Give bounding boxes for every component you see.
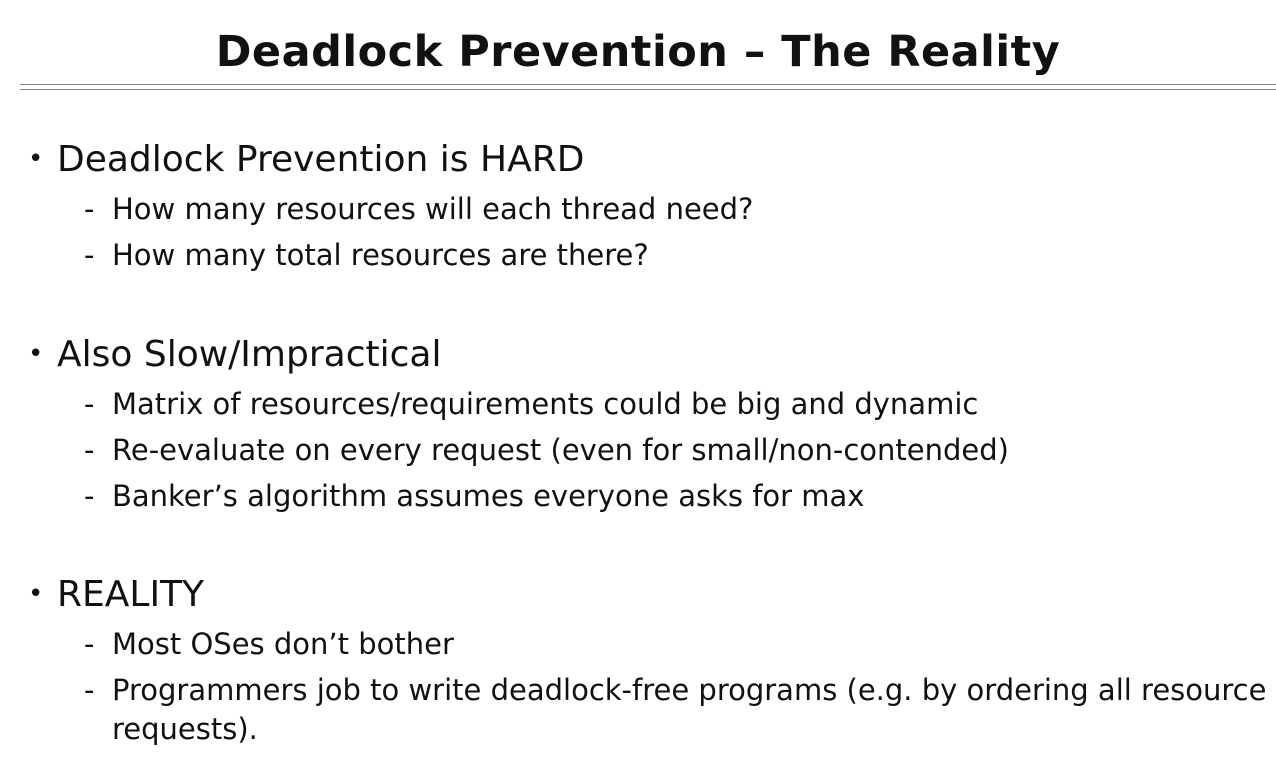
bullet-reality <box>28 572 204 617</box>
bullet-point-icon: • <box>28 339 44 369</box>
dash-icon: - <box>84 673 95 707</box>
sub-item <box>84 190 1276 229</box>
slide-title: Deadlock Prevention – The Reality <box>215 27 1061 77</box>
sub-item <box>84 385 1276 424</box>
bullet-text: REALITY <box>57 574 205 615</box>
bullet-deadlock-prevention-hard <box>28 137 584 182</box>
sub-item <box>84 671 1276 749</box>
dash-icon: - <box>84 479 95 513</box>
bullet-point-icon: • <box>28 579 44 609</box>
sub-item-text: Re-evaluate on every request (even for small/non-contended) <box>112 433 1009 467</box>
sub-item-text: Banker’s algorithm assumes everyone asks for max <box>112 479 865 513</box>
title-divider-bottom <box>20 89 1276 90</box>
dash-icon: - <box>84 627 95 661</box>
sub-item <box>84 477 1276 516</box>
sub-item <box>84 236 1276 275</box>
sub-item-text: How many resources will each thread need? <box>112 192 754 226</box>
bullet-text: Deadlock Prevention is HARD <box>57 139 585 180</box>
bullet-text: Also Slow/Impractical <box>57 334 442 375</box>
sub-item <box>84 431 1276 470</box>
title-divider-top <box>20 84 1276 85</box>
sub-item-text: Programmers job to write deadlock-free programs (e.g. by ordering all resource requests). <box>112 673 1267 746</box>
dash-icon: - <box>84 238 95 272</box>
bullet-point-icon: • <box>28 144 44 174</box>
dash-icon: - <box>84 192 95 226</box>
sub-item-text: How many total resources are there? <box>112 238 649 272</box>
dash-icon: - <box>84 387 95 421</box>
sub-item-text: Matrix of resources/requirements could be big and dynamic <box>112 387 979 421</box>
sub-item <box>84 625 1276 664</box>
bullet-slow-impractical <box>28 332 441 377</box>
sub-item-text: Most OSes don’t bother <box>112 627 454 661</box>
dash-icon: - <box>84 433 95 467</box>
